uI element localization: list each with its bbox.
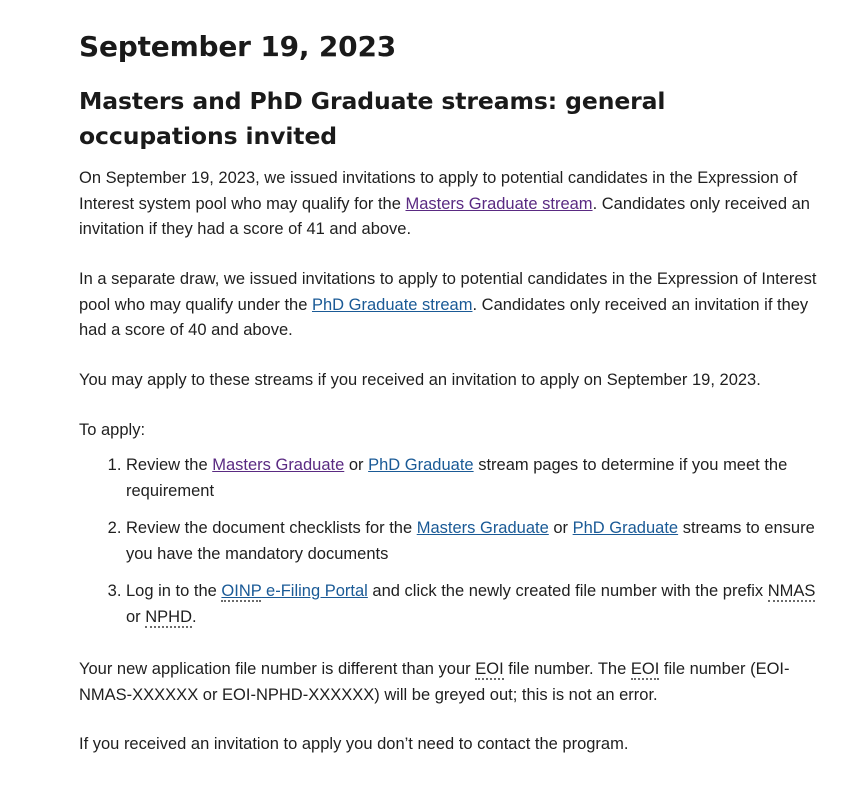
masters-graduate-page-link[interactable]: Masters Graduate [212,456,345,474]
eoi-abbreviation-2: EOI [630,660,660,678]
apply-steps-list [79,453,816,642]
paragraph-masters-draw: On September 19, 2023, we issued invitations to apply to potential candidates in the Expression of Interest system pool who may qualify for the Masters Graduate stream. Candidates only received an invitation if they had a score of 41 and above. [79,169,810,238]
page-title: September 19, 2023 [79,30,397,63]
phd-graduate-checklist-link[interactable]: PhD Graduate [572,519,679,537]
section-heading: Masters and PhD Graduate streams: general occupations invited [79,87,666,150]
eoi-abbreviation: EOI [475,660,504,678]
masters-graduate-stream-link[interactable]: Masters Graduate stream [405,194,593,213]
nmas-abbreviation: NMAS [767,582,816,600]
to-apply-label: To apply: [79,421,146,439]
paragraph-no-contact: If you received an invitation to apply you don’t need to contact the program. [79,735,629,753]
list-item-step-3: 3. Log in to the OINP e-Filing Portal and click the newly created file number with the prefix NMAS or NPHD. [126,579,816,630]
list-item-step-2: 2. Review the document checklists for the Masters Graduate or PhD Graduate streams to ensure you have the mandatory documents [126,516,816,567]
paragraph-apply-eligibility: You may apply to these streams if you received an invitation to apply on September 19, 2023. [79,371,761,389]
phd-graduate-page-link[interactable]: PhD Graduate [368,456,474,474]
paragraph-phd-draw: In a separate draw, we issued invitations to apply to potential candidates in the Expression of Interest pool who may qualify under the PhD Graduate stream. Candidates only received an invitation if they had a score of 40 and above. [79,270,817,339]
masters-graduate-checklist-link[interactable]: Masters Graduate [416,519,549,537]
oinp-abbreviation: OINP [221,582,262,600]
list-item-step-1: 1. Review the Masters Graduate or PhD Graduate stream pages to determine if you meet the requirement [126,453,816,504]
nphd-abbreviation: NPHD [145,607,193,626]
oinp-efiling-portal-link[interactable]: OINP e-Filing Portal [221,582,368,600]
phd-graduate-stream-link[interactable]: PhD Graduate stream [311,295,473,314]
paragraph-file-number: Your new application file number is different than your EOI file number. The EOI file number (EOI-NMAS-XXXXXX or EOI-NPHD-XXXXXX) will be greyed out; this is not an error. [79,660,790,704]
